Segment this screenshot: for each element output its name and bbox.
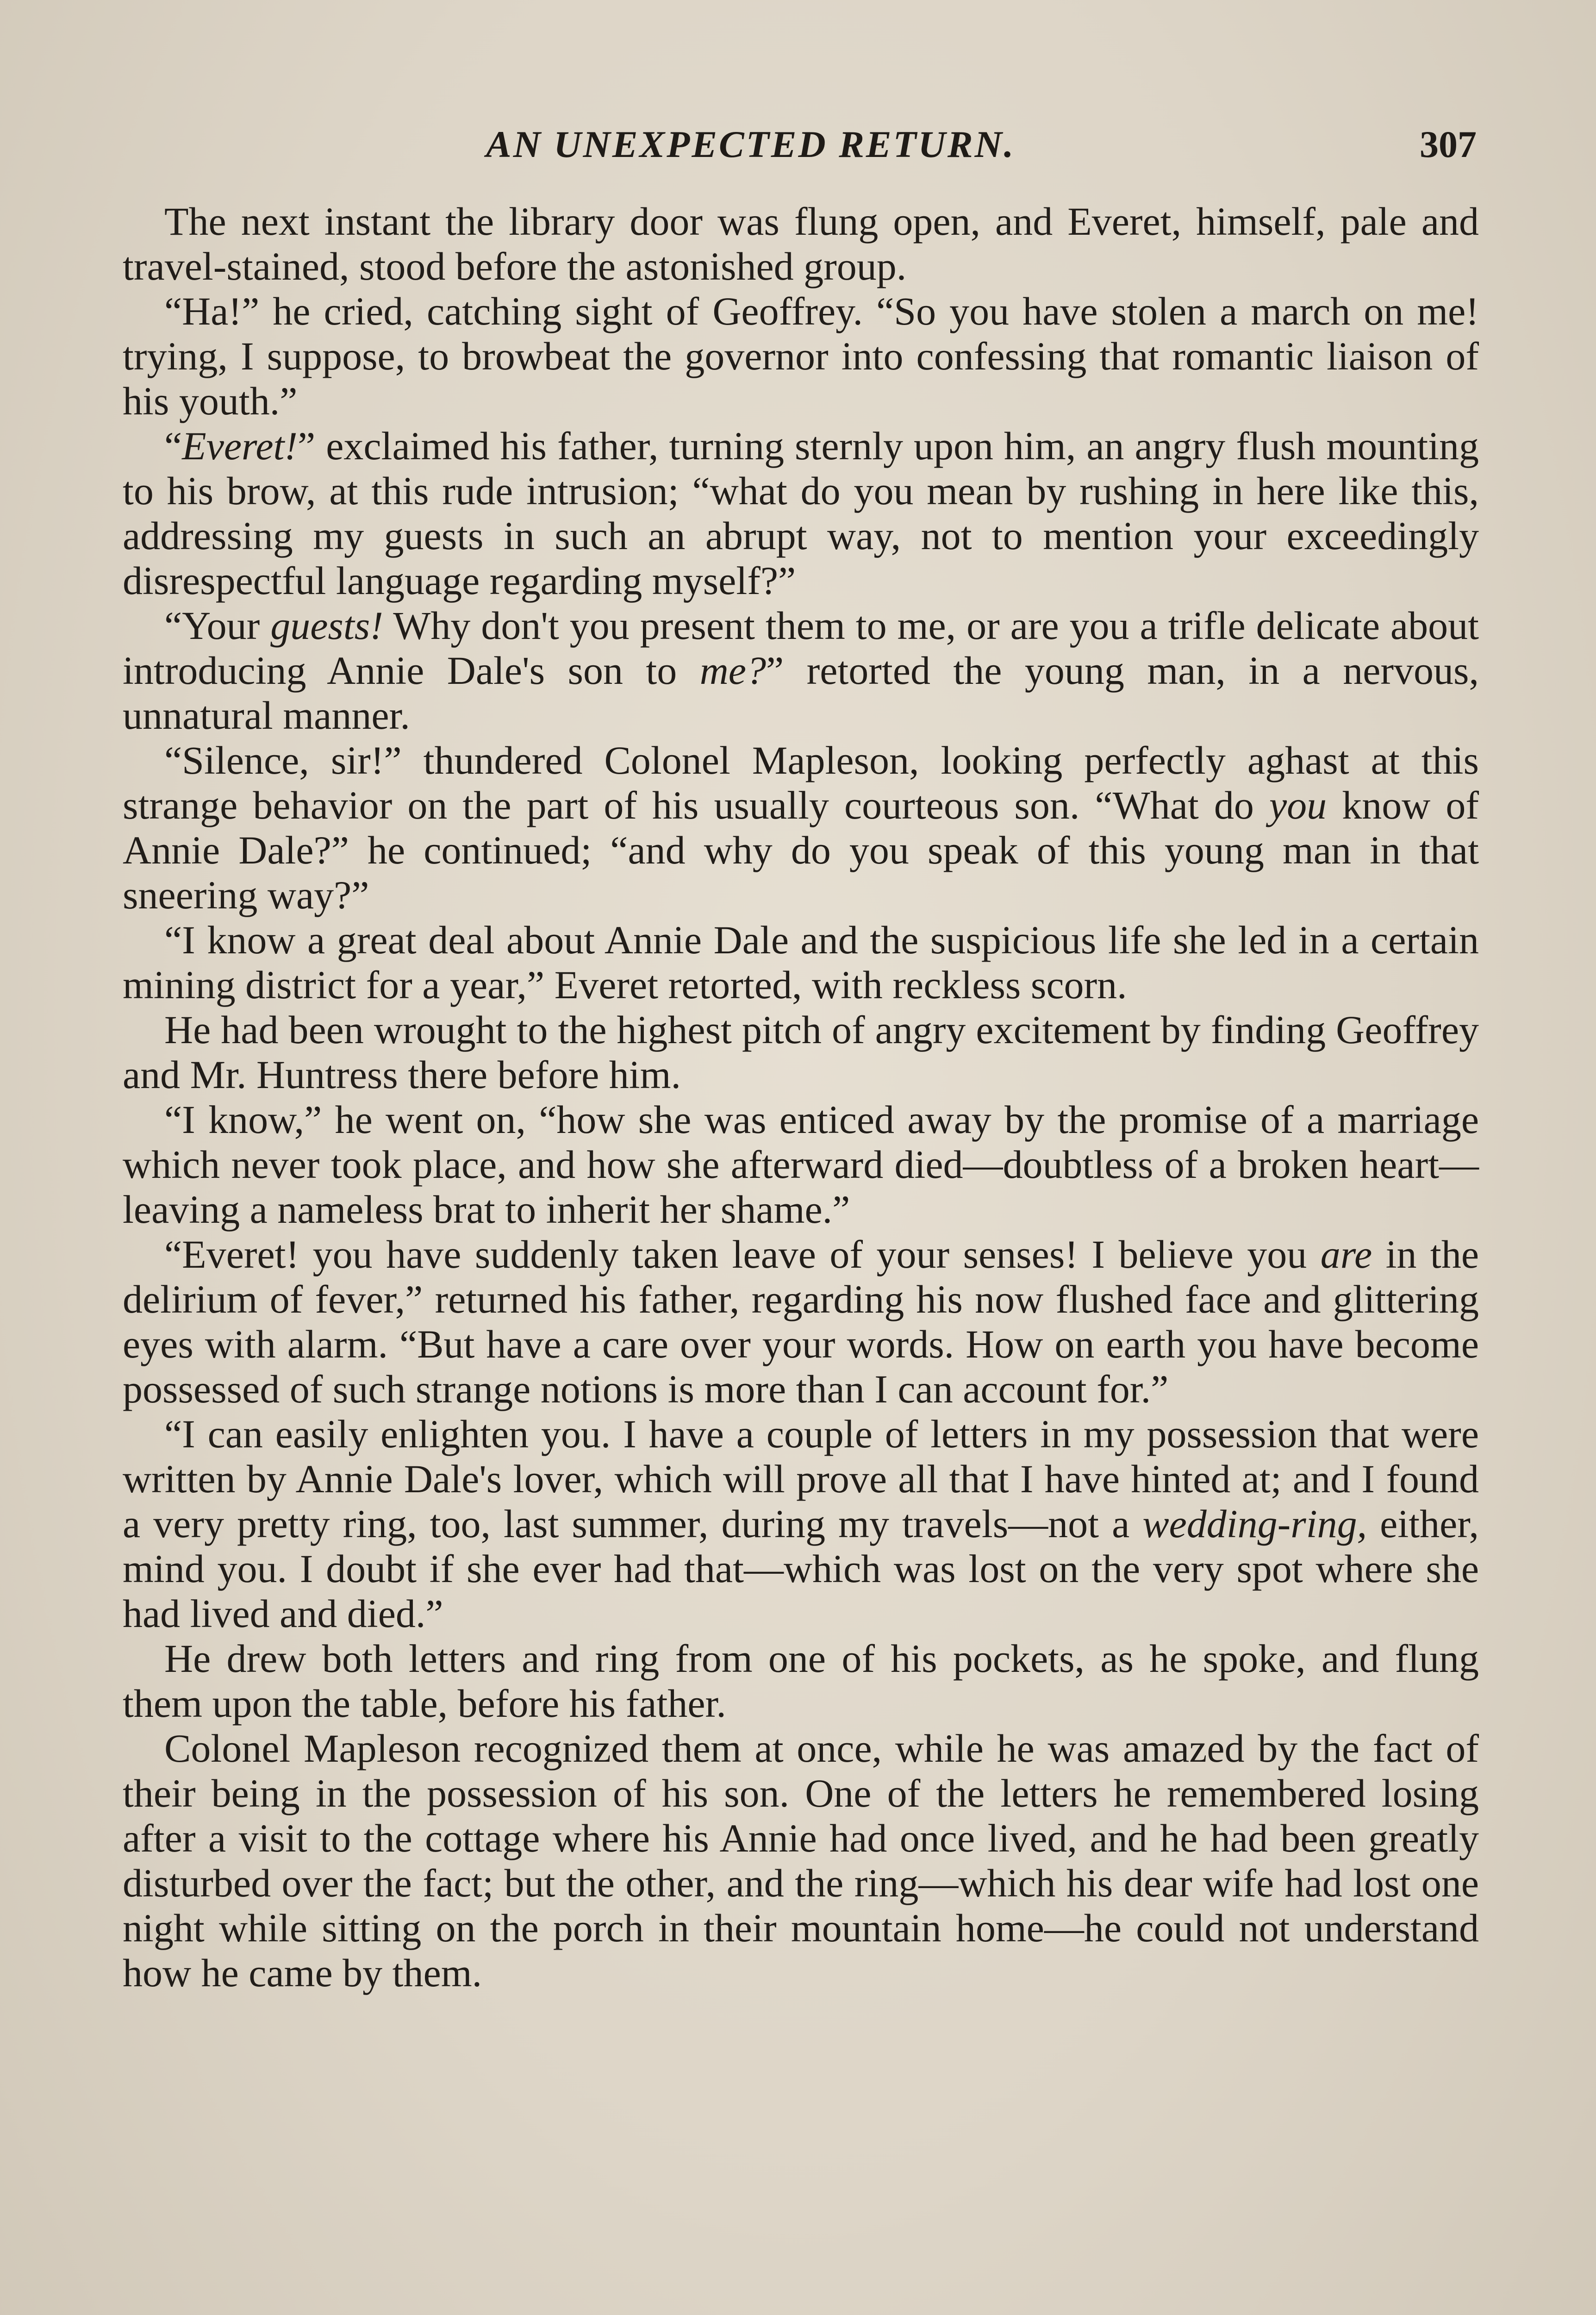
text-run: “I can easily enlighten you. I have a couple of letters in my possession that were written by Annie Dale's lover, which will prove all that I have hinted at; and I found a very pretty ring, too, last summer, during my travels—not a xyxy=(123,1412,1479,1546)
italic-text: guests! xyxy=(270,603,383,648)
paragraph xyxy=(123,1636,1479,1726)
italic-text: Everet! xyxy=(182,424,298,468)
paragraph xyxy=(123,738,1479,918)
paragraph xyxy=(123,1412,1479,1636)
paragraph xyxy=(123,424,1479,603)
text-run: in the delirium of fever,” returned his father, regarding his now flushed face and glittering eyes with alarm. “But have a care over your words. How on earth you have become possessed of such strange notions is more than I can account for.” xyxy=(123,1232,1479,1411)
text-run: “ xyxy=(164,424,182,468)
paragraph xyxy=(123,1232,1479,1412)
page-header xyxy=(125,118,1477,169)
paragraph xyxy=(123,603,1479,738)
paragraph xyxy=(123,1726,1479,1996)
text-run: “I know,” he went on, “how she was enticed away by the promise of a marriage which never took place, and how she afterward died—doubtless of a broken heart—leaving a nameless brat to inherit her shame.” xyxy=(123,1097,1479,1232)
text-run: “I know a great deal about Annie Dale and the suspicious life she led in a certain mining district for a year,” Everet retorted, with reckless scorn. xyxy=(123,918,1479,1007)
paragraph xyxy=(123,1007,1479,1097)
italic-text: me? xyxy=(699,648,766,693)
italic-text: are xyxy=(1320,1232,1372,1276)
paragraph xyxy=(123,1097,1479,1232)
paragraph xyxy=(123,289,1479,424)
text-run: ” exclaimed his father, turning sternly upon him, an angry flush mounting to his brow, at this rude intrusion; “what do you mean by rushing in here like this, addressing my guests in such an abrupt way, not to mention your exceedingly disrespectful language regarding myself?” xyxy=(123,424,1479,603)
page-number: 307 xyxy=(1420,123,1477,165)
text-run: He had been wrought to the highest pitch of angry excitement by finding Geoffrey and Mr. Huntress there before him. xyxy=(123,1007,1479,1097)
text-run: ” retorted the young man, in a nervous, unnatural manner. xyxy=(123,648,1479,738)
running-title: AN UNEXPECTED RETURN. xyxy=(486,123,1016,165)
text-run: The next instant the library door was flung open, and Everet, himself, pale and travel-stained, stood before the astonished group. xyxy=(123,199,1479,288)
text-run: “Your xyxy=(164,603,271,648)
text-run: Colonel Mapleson recognized them at once, while he was amazed by the fact of their being in the possession of his son. One of the letters he remembered losing after a visit to the cottage where his Annie had once lived, and he had been greatly disturbed over the fact; but the other, and the ring—which his dear wife had lost one night while sitting on the porch in their mountain home—he could not understand how he came by them. xyxy=(123,1726,1479,1995)
text-run: He drew both letters and ring from one of his pockets, as he spoke, and flung them upon the table, before his father. xyxy=(123,1636,1479,1726)
text-run: “Everet! you have suddenly taken leave of your senses! I believe you xyxy=(164,1232,1321,1276)
body-text xyxy=(123,199,1479,1996)
text-run: “Silence, sir!” thundered Colonel Mapleson, looking perfectly aghast at this strange behavior on the part of his usually courteous son. “What do xyxy=(123,738,1479,827)
text-run: know of Annie Dale?” he continued; “and why do you speak of this young man in that sneering way?” xyxy=(123,783,1479,917)
text-run: Why don't you present them to me, or are you a trifle delicate about introducing Annie Dale's son to xyxy=(123,603,1479,693)
text-run: either, mind you. I doubt if she ever had that—which was lost on the very spot where she had lived and died.” xyxy=(123,1502,1479,1636)
paragraph xyxy=(123,199,1479,289)
text-run: “Ha!” he cried, catching sight of Geoffrey. “So you have stolen a march on me! trying, I suppose, to browbeat the governor into confessing that romantic liaison of his youth.” xyxy=(123,289,1479,423)
italic-text: wedding-ring, xyxy=(1142,1502,1367,1546)
paragraph xyxy=(123,918,1479,1007)
italic-text: you xyxy=(1269,783,1327,827)
